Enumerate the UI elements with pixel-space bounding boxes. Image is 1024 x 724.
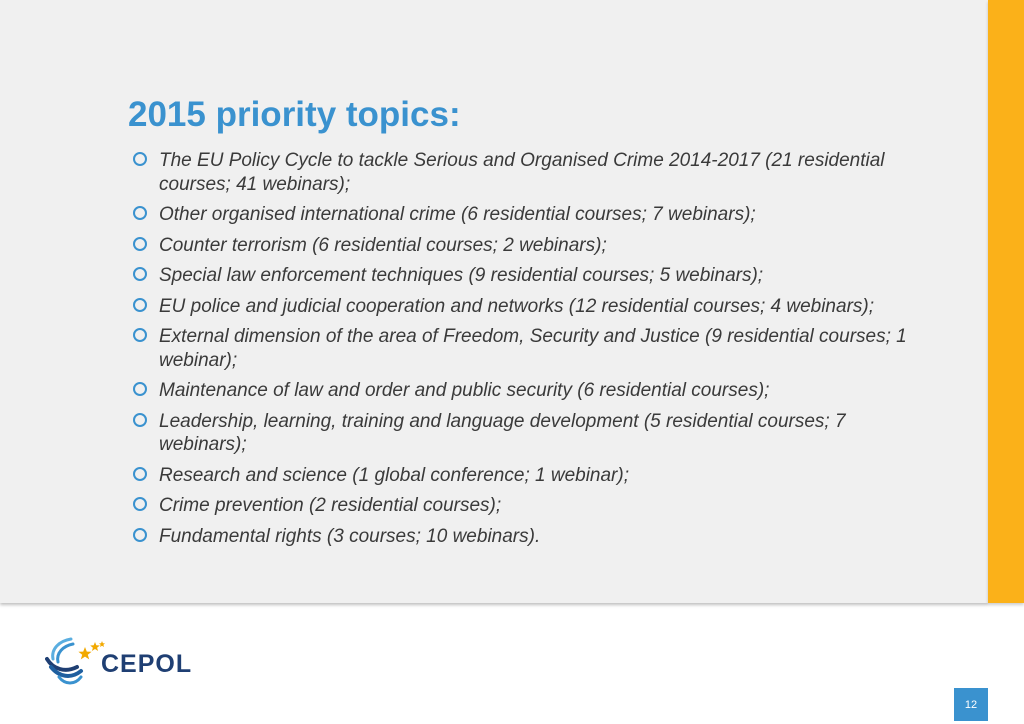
topic-item [132,325,932,372]
circle-outline-icon [133,267,147,281]
topic-text: The EU Policy Cycle to tackle Serious and Organised Crime 2014-2017 (21 residential courses; 41 webinars); [159,150,885,195]
topic-text: EU police and judicial cooperation and networks (12 residential courses; 4 webinars); [159,295,874,317]
circle-outline-icon [133,298,147,312]
topic-text: Fundamental rights (3 courses; 10 webinars). [159,525,541,547]
orange-side-bar [988,0,1024,603]
topic-text: Crime prevention (2 residential courses); [159,495,502,516]
topic-text: Other organised international crime (6 residential courses; 7 webinars); [159,204,756,225]
topic-text: Research and science (1 global conference; 1 webinar); [159,464,629,486]
topic-item [132,464,932,488]
topic-item [132,264,932,288]
topic-item [132,379,932,403]
topic-text: External dimension of the area of Freedom, Security and Justice (9 residential courses; 1 webinar); [159,326,907,371]
cepol-logo [45,633,215,691]
topic-text: Leadership, learning, training and language development (5 residential courses; 7 webinars); [159,410,846,455]
topic-text: Counter terrorism (6 residential courses; 2 webinars); [159,234,607,256]
topic-text: Special law enforcement techniques (9 residential courses; 5 webinars); [159,265,764,286]
topic-item [132,295,932,319]
topic-item [132,149,932,196]
priority-topics-list [132,149,932,555]
circle-outline-icon [133,467,147,481]
circle-outline-icon [133,237,147,251]
topic-item [132,410,932,457]
circle-outline-icon [133,382,147,396]
circle-outline-icon [133,152,147,166]
slide-title: 2015 priority topics: [128,95,461,134]
topic-item [132,234,932,258]
topic-item [132,525,932,549]
cepol-emblem-icon [45,633,105,691]
circle-outline-icon [133,497,147,511]
topic-item [132,494,932,518]
circle-outline-icon [133,328,147,342]
topic-text: Maintenance of law and order and public security (6 residential courses); [159,380,770,401]
circle-outline-icon [133,413,147,427]
page-number-badge: 12 [954,688,988,721]
circle-outline-icon [133,206,147,220]
circle-outline-icon [133,528,147,542]
logo-wordmark: CEPOL [101,650,193,678]
topic-item [132,203,932,227]
